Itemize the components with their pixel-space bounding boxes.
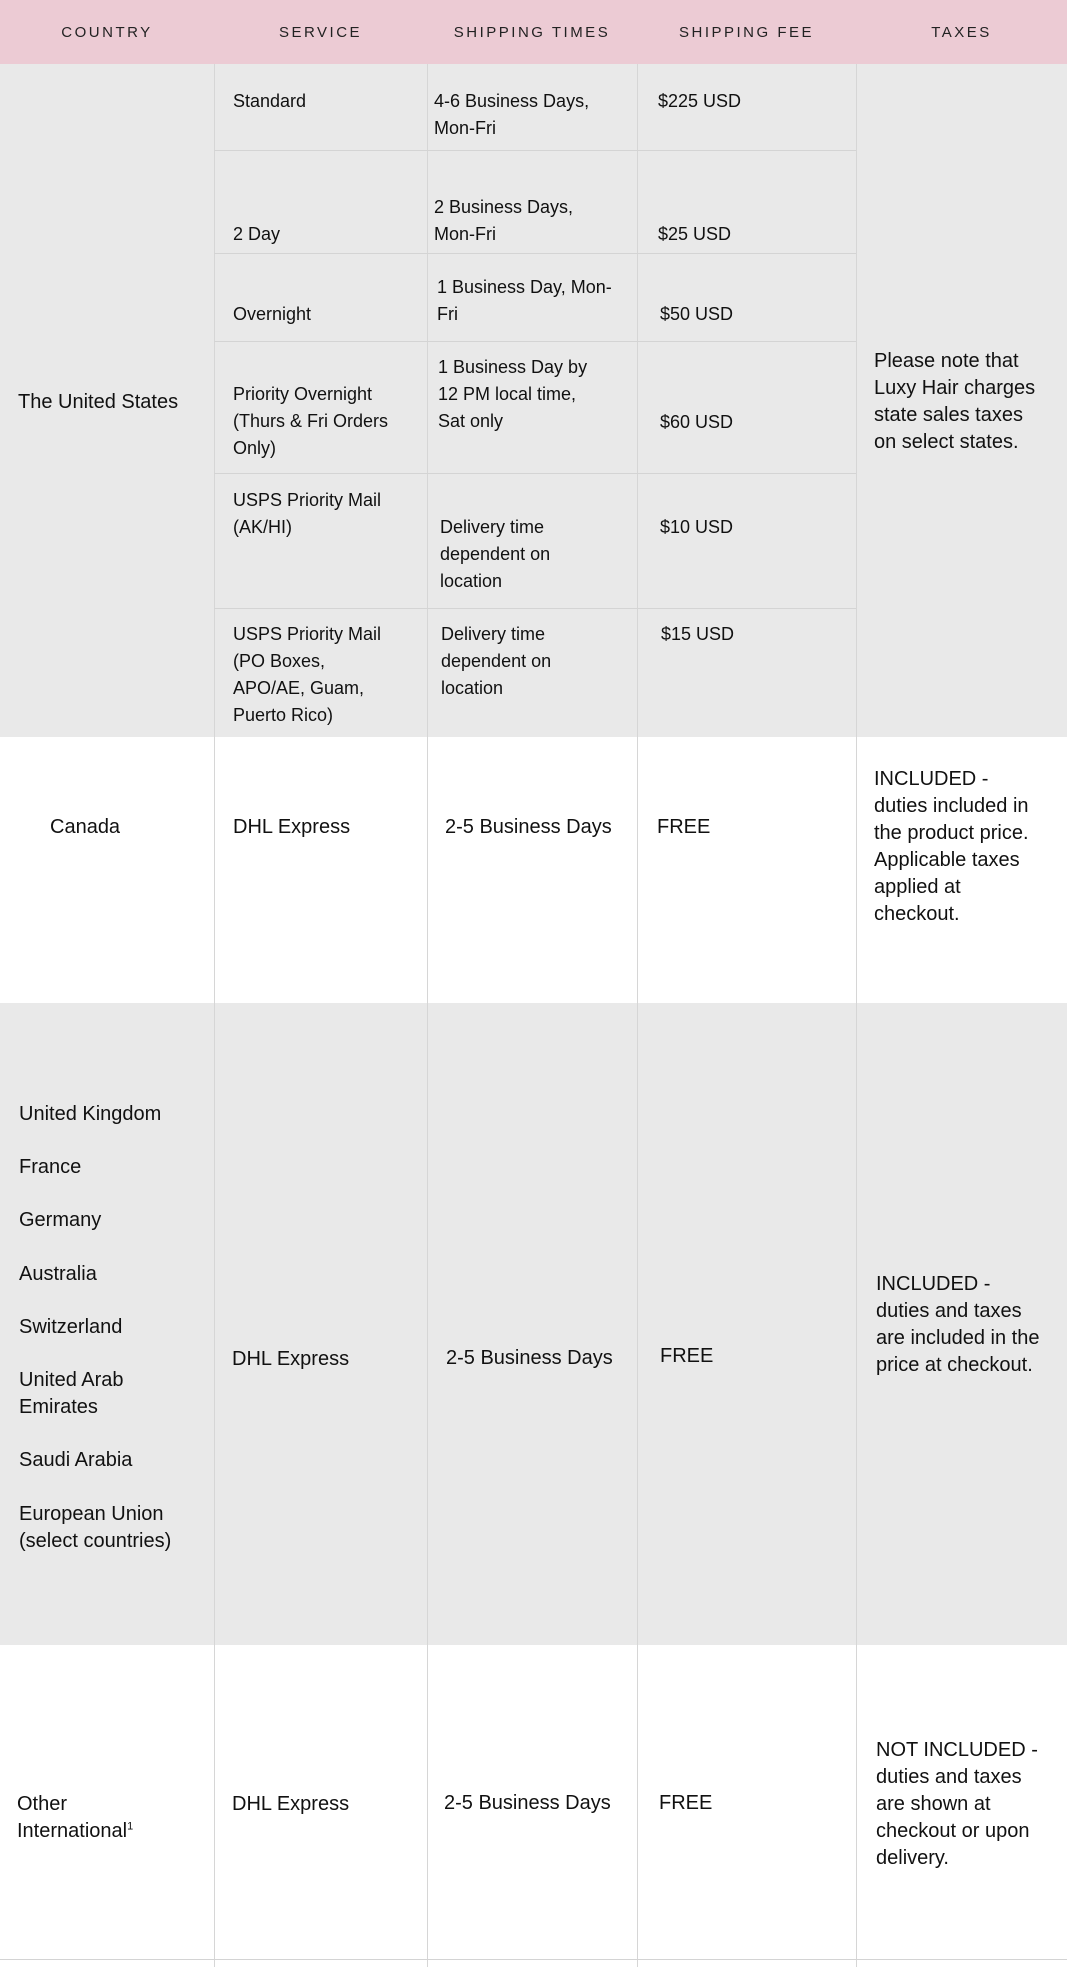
intl-taxes: INCLUDED - duties and taxes are included in the price at checkout. bbox=[876, 1273, 1040, 1376]
column-divider bbox=[856, 0, 857, 1967]
header-taxes: TAXES bbox=[931, 23, 992, 41]
table-bottom-border bbox=[0, 1959, 1067, 1960]
header-shipping-fee: SHIPPING FEE bbox=[678, 23, 815, 41]
column-divider bbox=[427, 0, 428, 1967]
us-time-priority-overnight: 1 Business Day by 12 PM local time, Sat only bbox=[438, 357, 588, 431]
row-divider bbox=[214, 253, 856, 254]
intl-country-eu: European Union (select countries) bbox=[19, 1503, 172, 1552]
header-shipping-times: SHIPPING TIMES bbox=[453, 23, 611, 41]
row-divider bbox=[214, 473, 856, 474]
other-service: DHL Express bbox=[232, 1793, 350, 1815]
intl-country-australia: Australia bbox=[19, 1263, 97, 1285]
us-taxes: Please note that Luxy Hair charges state sales taxes on select states. bbox=[874, 350, 1036, 453]
us-fee-usps-akhi: $10 USD bbox=[660, 517, 734, 537]
other-time: 2-5 Business Days bbox=[444, 1792, 611, 1814]
canada-taxes: INCLUDED - duties included in the product price. Applicable taxes applied at checkout. bbox=[874, 768, 1029, 925]
intl-country-germany: Germany bbox=[19, 1209, 102, 1231]
column-divider bbox=[637, 0, 638, 1967]
intl-country-uae: United Arab Emirates bbox=[19, 1369, 124, 1418]
us-time-overnight: 1 Business Day, Mon-Fri bbox=[437, 277, 612, 324]
canada-country: Canada bbox=[50, 816, 121, 838]
canada-time: 2-5 Business Days bbox=[445, 816, 612, 838]
us-fee-usps-po: $15 USD bbox=[661, 624, 735, 644]
us-fee-standard: $225 USD bbox=[658, 91, 742, 111]
other-taxes: NOT INCLUDED - duties and taxes are shown at checkout or upon delivery. bbox=[876, 1739, 1038, 1869]
canada-fee: FREE bbox=[657, 816, 711, 838]
other-country bbox=[17, 1791, 177, 1845]
us-time-usps-po: Delivery time dependent on location bbox=[441, 624, 552, 698]
row-divider bbox=[214, 150, 856, 151]
us-service-2day: 2 Day bbox=[233, 224, 281, 244]
us-fee-overnight: $50 USD bbox=[660, 304, 734, 324]
us-service-usps-po: USPS Priority Mail (PO Boxes, APO/AE, Guam, Puerto Rico) bbox=[233, 624, 382, 725]
column-divider bbox=[214, 0, 215, 1967]
us-service-usps-akhi: USPS Priority Mail (AK/HI) bbox=[233, 490, 382, 537]
table-header bbox=[0, 0, 1067, 64]
canada-service: DHL Express bbox=[233, 816, 351, 838]
header-country: COUNTRY bbox=[61, 23, 153, 41]
intl-country-france: France bbox=[19, 1156, 82, 1178]
us-fee-2day: $25 USD bbox=[658, 224, 732, 244]
header-service: SERVICE bbox=[278, 23, 363, 41]
intl-service: DHL Express bbox=[232, 1348, 350, 1370]
us-country: The United States bbox=[18, 391, 179, 413]
us-time-standard: 4-6 Business Days, Mon-Fri bbox=[434, 91, 590, 138]
footnote-marker: 1 bbox=[127, 1820, 134, 1833]
us-service-standard: Standard bbox=[233, 91, 307, 111]
intl-time: 2-5 Business Days bbox=[446, 1347, 613, 1369]
us-time-2day: 2 Business Days, Mon-Fri bbox=[434, 197, 574, 244]
us-service-priority-overnight: Priority Overnight (Thurs & Fri Orders Only) bbox=[233, 384, 389, 458]
row-divider bbox=[214, 608, 856, 609]
us-fee-priority-overnight: $60 USD bbox=[660, 412, 734, 432]
other-country-label: Other International bbox=[17, 1793, 128, 1842]
us-service-overnight: Overnight bbox=[233, 304, 312, 324]
other-fee: FREE bbox=[659, 1792, 713, 1814]
intl-country-switzerland: Switzerland bbox=[19, 1316, 123, 1338]
us-time-usps-akhi: Delivery time dependent on location bbox=[440, 517, 551, 591]
intl-country-uk: United Kingdom bbox=[19, 1103, 162, 1125]
intl-fee: FREE bbox=[660, 1345, 714, 1367]
row-divider bbox=[214, 341, 856, 342]
intl-country-saudi-arabia: Saudi Arabia bbox=[19, 1449, 133, 1471]
